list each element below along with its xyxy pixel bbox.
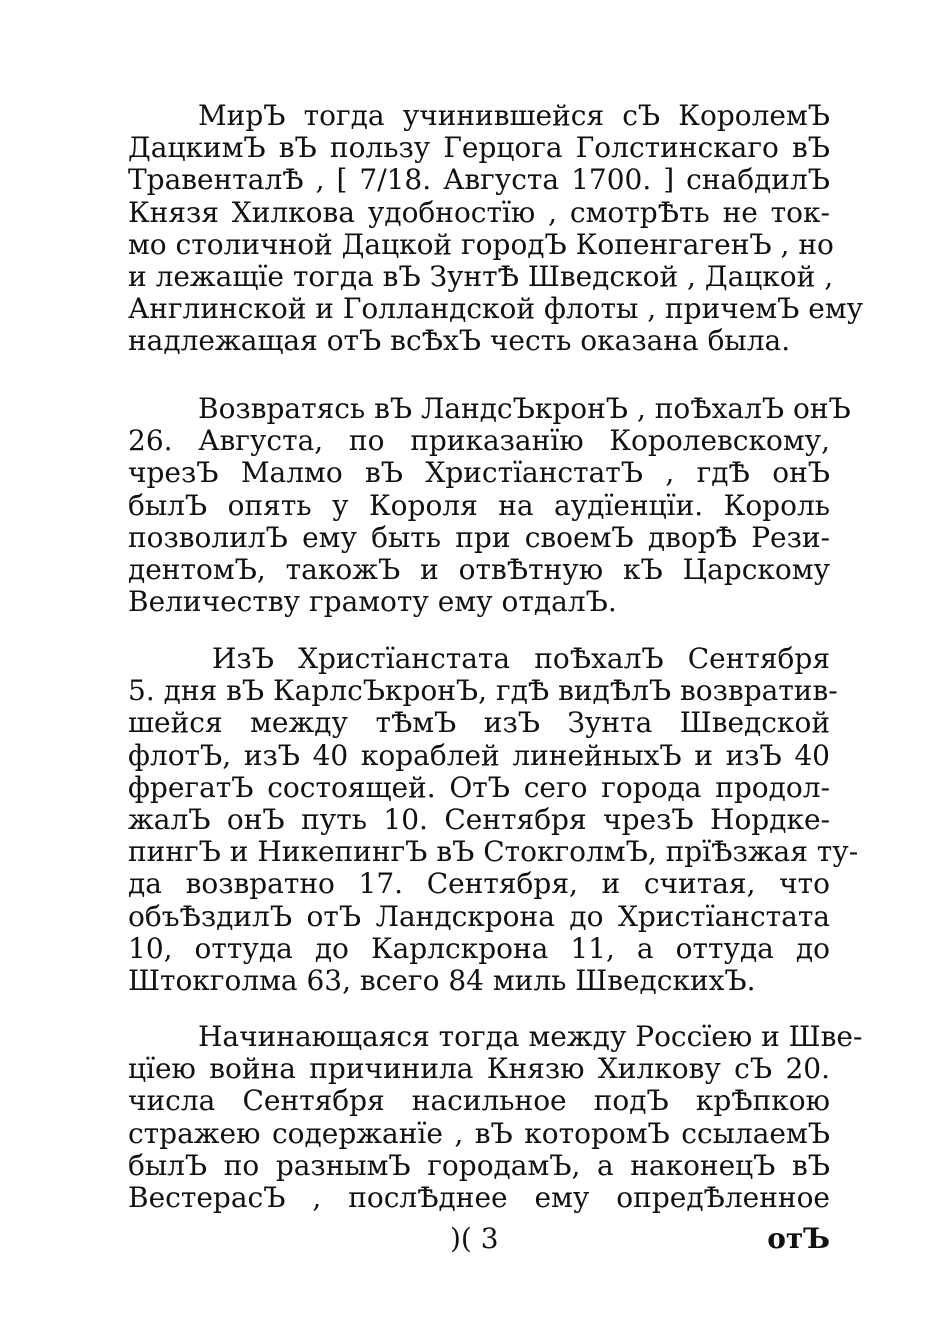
text-line: 5. дня вЪ КарлсЪкронЪ, гдѢ видѢлЪ возвратив- — [128, 674, 838, 708]
text-line: Величеству грамоту ему отдалЪ. — [128, 585, 617, 619]
text-line: чрезЪ Малмо вЪ ХристїанстатЪ , гдѢ онЪ — [128, 456, 830, 490]
text-line: ТравенталѢ , [ 7/18. Августа 1700. ] снабдилЪ — [128, 163, 830, 197]
text-line: цїею война причинила Князю Хилкову сЪ 20. — [128, 1052, 830, 1086]
text-line: Англинской и Голландской флоты , причемЪ ему — [128, 292, 864, 326]
text-line: Возвратясь вЪ ЛандсЪкронЪ , поѢхалЪ онЪ — [198, 392, 851, 425]
text-line: да возвратно 17. Сентября, и считая, что — [128, 867, 830, 901]
text-line: жалЪ онЪ путь 10. Сентября чрезЪ Нордке- — [128, 802, 830, 836]
paragraph-2 — [128, 392, 851, 619]
paragraph-3 — [128, 642, 859, 997]
catchword: отЪ — [767, 1222, 830, 1255]
text-line: фрегатЪ состоящей. ОтЪ сего города продол- — [128, 770, 830, 804]
signature-mark: )( 3 — [450, 1222, 499, 1255]
text-line: ВестерасЪ , послѢднее ему опредѢленное — [128, 1180, 830, 1214]
text-line: ИзЪ Христїанстата поѢхалЪ Сентября — [212, 642, 830, 675]
text-line: 10, оттуда до Карлскрона 11, а оттуда до — [128, 931, 830, 965]
text-line: мо столичной Дацкой городЪ КопенгагенЪ , но — [128, 227, 834, 261]
text-line: позволилЪ ему быть при своемЪ дворѢ Рези- — [128, 520, 830, 554]
text-line: пингЪ и НикепингЪ вЪ СтокголмЪ, прїѢзжая ту- — [128, 835, 859, 869]
text-line: числа Сентября насильное подЪ крѢпкою — [128, 1084, 830, 1118]
paragraph-4 — [128, 1020, 863, 1214]
text-line: стражею содержанїе , вЪ которомЪ ссылаемЪ — [128, 1116, 830, 1150]
paragraph-1 — [128, 99, 864, 358]
text-line: былЪ по разнымЪ городамЪ, а наконецЪ вЪ — [128, 1148, 830, 1182]
text-line: Штокголма 63, всего 84 миль ШведскихЪ. — [128, 963, 756, 997]
text-line: Начинающаяся тогда между Россїею и Шве- — [198, 1020, 863, 1053]
text-line: и лежащїе тогда вЪ ЗунтѢ Шведской , Дацкой , — [128, 259, 834, 293]
text-line: надлежащая отЪ всѢхЪ честь оказана была. — [128, 324, 791, 358]
text-line: ДацкимЪ вЪ пользу Герцога Голстинскаго вЪ — [128, 131, 830, 165]
text-line: шейся между тѢмЪ изЪ Зунта Шведской — [128, 706, 830, 740]
text-line: 26. Августа, по приказанїю Королевскому, — [128, 424, 830, 458]
text-line: былЪ опять у Короля на аудїенцїи. Король — [128, 488, 830, 522]
text-line: объѢздилЪ отЪ Ландскрона до Христїанстата — [128, 899, 830, 933]
text-line: Князя Хилкова удобностїю , смотрѢть не ток- — [128, 195, 830, 229]
text-line: флотЪ, изЪ 40 кораблей линейныхЪ и изЪ 40 — [128, 738, 830, 772]
text-line: МирЪ тогда учинившейся сЪ КоролемЪ — [198, 99, 830, 132]
text-line: дентомЪ, такожЪ и отвѢтную кЪ Царскому — [128, 552, 830, 586]
page-footer — [128, 1222, 830, 1256]
